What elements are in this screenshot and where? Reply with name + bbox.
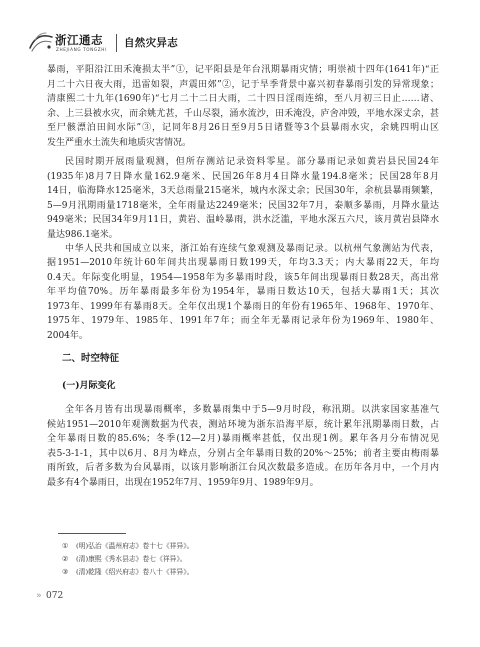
text-line: 雨所致，后者多数为台风暴雨，以该月影响浙江台风次数最多造成。在历年各月中，一个月内	[47, 463, 439, 474]
book-title: 浙江通志	[55, 33, 103, 47]
text-line: 余、上三县被水灾，而余姚尤甚，千山尽裂，涌水流沙，田禾淹没，庐舍冲毁，平地水深丈余，甚	[47, 108, 439, 119]
zhejiang-tongzhi-logo-icon	[28, 30, 54, 54]
footnote-mark: ①	[62, 542, 69, 550]
footnote	[62, 540, 422, 553]
book-title-english: ZHEJIANG TONGZHI	[56, 47, 107, 52]
header-divider	[116, 34, 117, 52]
paragraph-4	[47, 403, 439, 491]
text-line: 中华人民共和国成立以来，浙江始有连续气象观测及暴雨记录。以杭州气象测站为代表，	[65, 243, 439, 254]
volume-title: 自然灾异志	[124, 37, 178, 49]
text-line: 最多有4个暴雨日，出现在1952年7月、1959年9月、1989年9月。	[47, 477, 319, 488]
paragraph-2	[47, 155, 439, 243]
text-line: 949毫米；民国34年9月11日，黄岩、温岭暴雨，洪水泛滥，平地水深五六尺，该月黄岩县降水	[47, 215, 439, 226]
subsection-heading: (一)月际变化	[62, 381, 116, 391]
page-footer	[36, 591, 63, 601]
text-line: 暴雨，平阳沿江田禾淹损太半”①，记平阳县是年台汛期暴雨灾情；明崇祯十四年(1641年)“正	[47, 65, 439, 75]
text-line: 5—9月汛期雨量1718毫米，全年雨量达2249毫米；民国32年7月，泰顺多暴雨，月降水量达	[47, 200, 439, 211]
text-line: 月二十六日夜大雨，迅雷如裂，声震田郊”②，记于旱季背景中嘉兴初春暴雨引发的异常现象；	[47, 79, 439, 90]
footnote-mark: ③	[62, 568, 69, 576]
text-line: 表5-3-1-1，其中以6月、8月为峰点，分别占全年暴雨日数的20%～25%；前者主要由梅雨暴	[47, 448, 439, 459]
footnote-text: (清)乾隆《绍兴府志》卷八十《祥异》。	[76, 568, 194, 576]
footnote-text: (清)康熙《秀水县志》卷七《祥异》。	[76, 555, 187, 563]
text-line: 清康熙二十九年(1690年)“七月二十二日大雨，二十四日淫雨连绵，至八月初三日止……诸、	[47, 94, 439, 105]
page-header	[28, 28, 448, 58]
text-line: 至尸骸漂泊田间水际”③，记同年8月26日至9月5日诸暨等3个县暴雨水灾，余姚四明山区	[47, 123, 439, 134]
section-heading: 二、时空特征	[62, 353, 120, 364]
footnotes	[62, 540, 422, 579]
text-line: 1975年、1979年、1985年、1991年7年；而全年无暴雨记录年份为1969年、1980年、	[47, 316, 439, 327]
footnote-text: (明)弘治《温州府志》卷十七《祥异》。	[76, 542, 194, 550]
footnote-mark: ②	[62, 555, 69, 563]
text-line: 2004年。	[47, 331, 88, 342]
text-line: 0.4天。年际变化明显，1954—1958年为多暴雨时段，该5年间出现暴雨日数28天，高出常	[47, 272, 439, 283]
text-line: 全年暴雨日数的85.6%；冬季(12—2月)暴雨概率甚低，仅出现1例。累年各月分布情况见	[47, 434, 439, 445]
footnote	[62, 566, 422, 579]
text-line: 年平均值70%。历年暴雨最多年份为1954年，暴雨日数达10天，包括大暴雨1天；其次	[47, 287, 439, 298]
text-line: 民国时期开展雨量观测，但所存测站记录资料零星。部分暴雨记录如黄岩县民国24年	[65, 157, 439, 167]
paragraph-1	[47, 63, 439, 151]
text-line: 全年各月皆有出现暴雨概率，多数暴雨集中于5—9月时段，称汛期。以洪家国家基准气	[65, 405, 439, 415]
text-line: 候站1951—2010年观测数据为代表，测站环境为浙东沿海平原，统计累年汛期暴雨日数，占	[47, 419, 439, 430]
text-line: (1935年)8月7日降水量162.9毫米、民国26年8月4日降水量194.8毫米；民国28年8月	[47, 171, 439, 182]
footnote-separator	[58, 533, 126, 534]
page-number: 072	[46, 591, 64, 601]
text-line: 量达986.1毫米。	[47, 229, 118, 240]
paragraph-3	[47, 242, 439, 344]
text-line: 14日，临海降水125毫米，3天总雨量215毫米，城内水深丈余；民国30年，余杭县暴雨频繁，	[47, 186, 439, 197]
footnote	[62, 553, 422, 566]
double-chevron-icon: »	[36, 591, 42, 601]
text-line: 据1951—2010年统计60年间共出现暴雨日数199天，年均3.3天；内大暴雨22天，年均	[47, 258, 439, 269]
text-line: 1973年、1999年有暴雨8天。全年仅出现1个暴雨日的年份有1965年、1968年、1970年、	[47, 301, 439, 312]
text-line: 发生严重水土流失和地质灾害情况。	[47, 137, 192, 148]
